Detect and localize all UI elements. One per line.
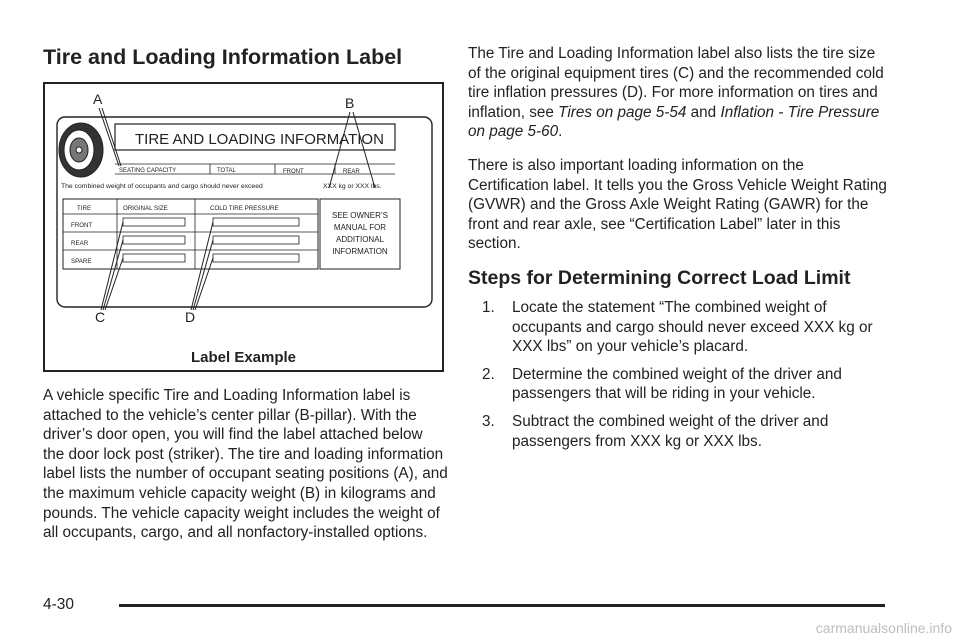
left-column: [43, 44, 448, 543]
callout-c: C: [95, 309, 106, 325]
combined-weight-text: The combined weight of occupants and cargo should never exceed: [61, 183, 263, 190]
total-label: TOTAL: [217, 168, 236, 174]
tire-size-text: The Tire and Loading Information label also lists the tire size of the original equipment tires (C) and the recommended cold tire inflation pressures (D). For more information on tires and inflation, see: [468, 45, 884, 121]
certification-paragraph: There is also important loading information on the Certification label. It tells you the Gross Vehicle Weight Rating (GVWR) and the Gross Axle Weight Rating (GAWR) for the front and rear axle, see “Certification Label” later in this section.: [468, 156, 887, 253]
intro-paragraph: A vehicle specific Tire and Loading Information label is attached to the vehicle’s center pillar (B-pillar). With the driver’s door open, you will find the label attached below the door lock post (striker). The tire and loading information label lists the number of occupant seating positions (A), and the maximum vehicle capacity weight (B) in kilograms and pounds. The vehicle capacity weight includes the weight of all occupants, cargo, and all nonfactory-installed options.: [43, 387, 448, 542]
weight-value-text: XXX kg or XXX lbs.: [323, 183, 382, 190]
label-heading: TIRE AND LOADING INFORMATION: [135, 131, 384, 148]
seating-capacity-label: SEATING CAPACITY: [119, 168, 177, 174]
step-text: Subtract the combined weight of the driver and passengers from XXX kg or XXX lbs.: [512, 412, 829, 450]
step-text: Determine the combined weight of the driver and passengers that will be riding in your vehicle.: [512, 365, 842, 403]
callout-c-leader: [101, 222, 123, 310]
callout-a: A: [93, 91, 103, 107]
front-label: FRONT: [283, 169, 304, 175]
row-front: FRONT: [71, 222, 93, 229]
watermark: carmanualsonline.info: [815, 620, 952, 636]
owners-manual-line2: MANUAL FOR: [333, 223, 387, 232]
owners-manual-line4: INFORMATION: [332, 247, 388, 256]
step-item: [468, 412, 888, 451]
tire-size-conjunction: and: [686, 103, 721, 121]
owners-manual-line1: SEE OWNER’S: [331, 211, 389, 220]
step-text: Locate the statement “The combined weight of occupants and cargo should never exceed XXX kg or XXX lbs” on your vehicle’s placard.: [512, 298, 873, 356]
tire-icon: [59, 123, 103, 177]
tire-size-paragraph: [468, 44, 888, 142]
col-original-size: ORIGINAL SIZE: [123, 205, 168, 212]
rear-label: REAR: [343, 169, 360, 175]
col-cold-tire-pressure: COLD TIRE PRESSURE: [210, 205, 279, 212]
row-spare: SPARE: [71, 258, 92, 265]
callout-b: B: [345, 95, 355, 111]
tires-page-reference: Tires on page 5-54: [558, 103, 687, 121]
tire-size-period: .: [558, 123, 563, 141]
step-number: 2.: [482, 365, 495, 383]
step-item: [468, 365, 888, 404]
load-limit-steps: [468, 298, 888, 451]
tire-table: [63, 199, 318, 269]
col-tire: TIRE: [77, 205, 92, 212]
owners-manual-box: [320, 199, 400, 269]
callout-d-leader: [191, 222, 213, 310]
inflation-page-reference: Inflation - Tire Pressure on page 5-60: [468, 103, 880, 141]
owners-manual-line3: ADDITIONAL: [335, 235, 385, 244]
row-rear: REAR: [71, 240, 89, 247]
tire-label-illustration: [45, 84, 442, 370]
page-number: 4-30: [43, 596, 75, 613]
section-title: Tire and Loading Information Label: [43, 45, 403, 69]
steps-title: Steps for Determining Correct Load Limit: [468, 266, 851, 289]
label-example-figure: [43, 82, 444, 372]
callout-d: D: [185, 309, 196, 325]
figure-caption: Label Example: [190, 349, 297, 366]
step-item: [468, 298, 888, 357]
step-number: 1.: [482, 298, 495, 316]
step-number: 3.: [482, 412, 495, 430]
footer-rule: [119, 604, 885, 607]
right-column: [468, 44, 888, 459]
